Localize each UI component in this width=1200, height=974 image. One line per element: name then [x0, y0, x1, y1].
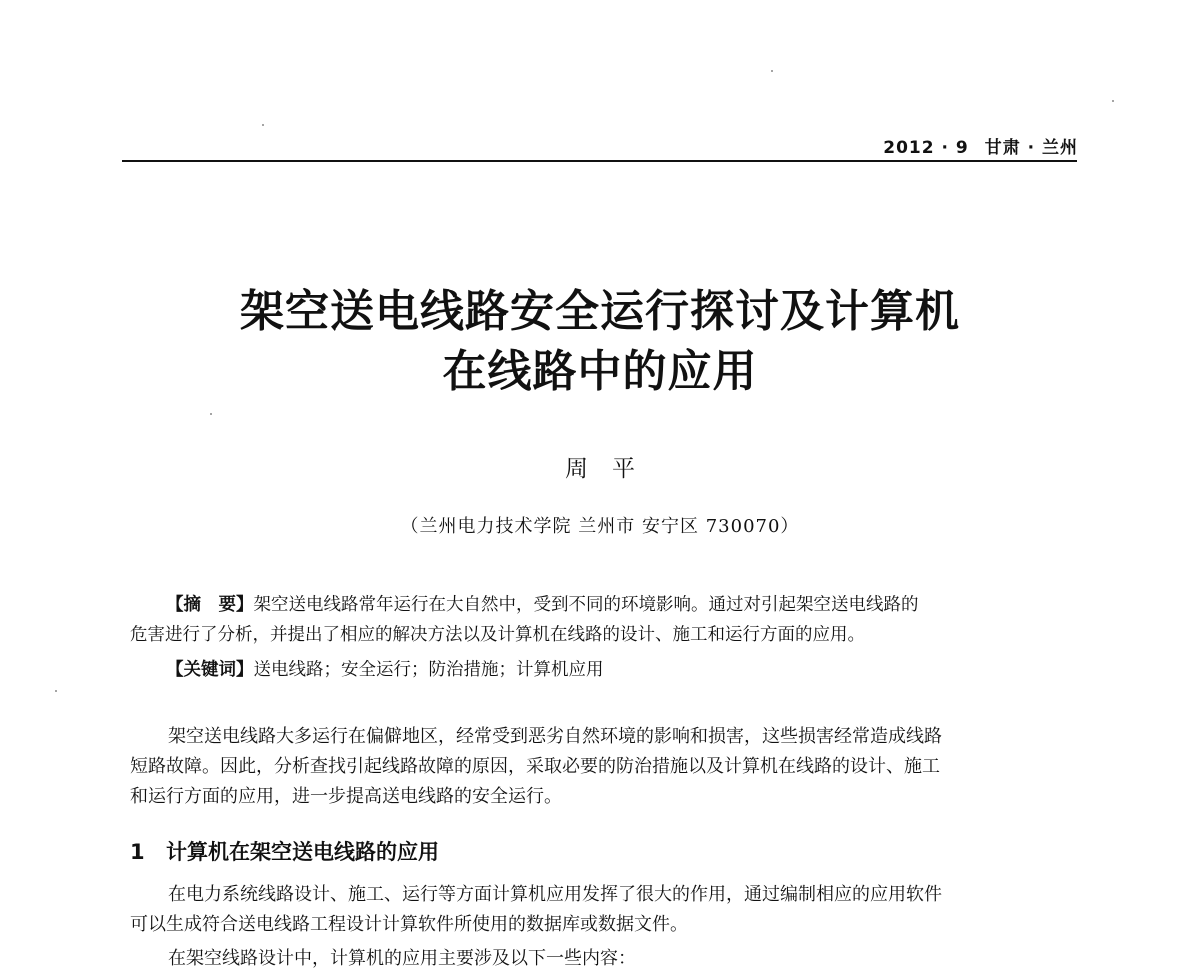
author-affiliation: （兰州电力技术学院 兰州市 安宁区 730070） [400, 516, 800, 537]
section-number: 1 [130, 840, 145, 864]
author-name: 周平 [565, 456, 659, 482]
issue-date: 2012 · 9 [883, 138, 969, 158]
keywords-label: 【关键词】 [166, 660, 254, 680]
abstract [130, 590, 1080, 650]
scan-speck [262, 124, 264, 126]
scan-speck [210, 413, 212, 415]
title-line-2: 在线路中的应用 [442, 346, 758, 397]
section-title: 计算机在架空送电线路的应用 [166, 840, 439, 864]
header-rule [122, 160, 1077, 162]
section-1-heading [130, 836, 439, 866]
section-1-line-1: 在电力系统线路设计、施工、运行等方面计算机应用发挥了很大的作用，通过编制相应的应用软件 [168, 884, 942, 905]
intro-paragraph [130, 722, 1080, 812]
scan-speck [1112, 100, 1114, 102]
running-header [883, 133, 1078, 158]
abstract-label: 【摘 要】 [166, 595, 254, 615]
scan-speck [771, 70, 773, 72]
intro-line-3: 和运行方面的应用，进一步提高送电线路的安全运行。 [130, 786, 562, 807]
abstract-line-1 [130, 590, 1080, 620]
abstract-line-2: 危害进行了分析，并提出了相应的解决方法以及计算机在线路的设计、施工和运行方面的应用。 [130, 625, 865, 645]
conference-location: 甘肃 · 兰州 [984, 138, 1078, 158]
title-line-1: 架空送电线路安全运行探讨及计算机 [240, 286, 960, 337]
paper-title [0, 282, 1200, 402]
section-1-line-2: 可以生成符合送电线路工程设计计算软件所使用的数据库或数据文件。 [130, 914, 688, 935]
abstract-text-1: 架空送电线路常年运行在大自然中，受到不同的环境影响。通过对引起架空送电线路的 [253, 595, 919, 615]
section-1-paragraph [130, 880, 1080, 940]
scan-speck [55, 690, 57, 692]
keywords-text: 送电线路；安全运行；防治措施；计算机应用 [253, 660, 604, 680]
intro-line-2: 短路故障。因此，分析查找引起线路故障的原因，采取必要的防治措施以及计算机在线路的设计、施工 [130, 756, 940, 777]
keywords [166, 655, 604, 685]
intro-line-1: 架空送电线路大多运行在偏僻地区，经常受到恶劣自然环境的影响和损害，这些损害经常造成线路 [168, 726, 942, 747]
cut-off-line: 在架空线路设计中，计算机的应用主要涉及以下一些内容： [168, 948, 636, 969]
